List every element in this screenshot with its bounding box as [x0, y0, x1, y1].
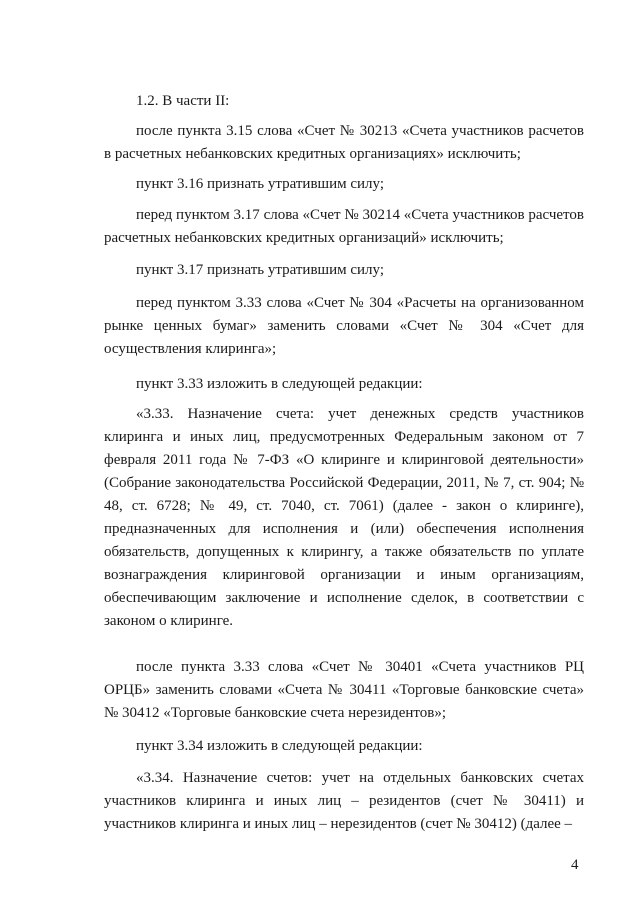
paragraph-4: пункт 3.17 признать утратившим силу;: [136, 262, 385, 278]
section-heading: 1.2. В части II:: [136, 93, 230, 109]
paragraph-2: пункт 3.16 признать утратившим силу;: [136, 176, 385, 192]
paragraph-7-quote-3-33: «3.33. Назначение счета: учет денежных средств участников клиринга и иных лиц, предусмотренных Федеральным законом от 7 февраля 2011 года № 7-ФЗ «О клиринге и клиринговой деятельности» (Собрание законодательства Российской Федерации, 2011, № 7, ст. 904; № 48, ст. 6728; № 49, ст. 7040, ст. 7061) (далее - закон о клиринге), предназначенных для исполнения и (или) обеспечения исполнения обязательств, допущенных к клирингу, а также обязательств по уплате вознаграждения клиринговой организации и иным организациям, обеспечивающим заключение и исполнение сделок, в соответствии с законом о клиринге.: [104, 406, 584, 629]
page-number: 4: [571, 857, 579, 873]
paragraph-3: перед пунктом 3.17 слова «Счет № 30214 «Счета участников расчетов расчетных небанковских кредитных организаций» исключить;: [104, 207, 584, 246]
paragraph-6: пункт 3.33 изложить в следующей редакции:: [136, 376, 423, 392]
paragraph-5: перед пунктом 3.33 слова «Счет № 304 «Расчеты на организованном рынке ценных бумаг» заменить словами «Счет № 304 «Счет для осуществления клиринга»;: [104, 295, 584, 357]
paragraph-10-quote-3-34: «3.34. Назначение счетов: учет на отдельных банковских счетах участников клиринга и иных лиц – резидентов (счет № 30411) и участников клиринга и иных лиц – нерезидентов (счет № 30412) (далее –: [104, 770, 584, 832]
paragraph-8: после пункта 3.33 слова «Счет № 30401 «Счета участников РЦ ОРЦБ» заменить словами «Счета № 30411 «Торговые банковские счета» № 30412 «Торговые банковские счета нерезидентов»;: [104, 659, 584, 721]
paragraph-9: пункт 3.34 изложить в следующей редакции:: [136, 738, 423, 754]
paragraph-1: после пункта 3.15 слова «Счет № 30213 «Счета участников расчетов в расчетных небанковских кредитных организациях» исключить;: [104, 123, 584, 162]
